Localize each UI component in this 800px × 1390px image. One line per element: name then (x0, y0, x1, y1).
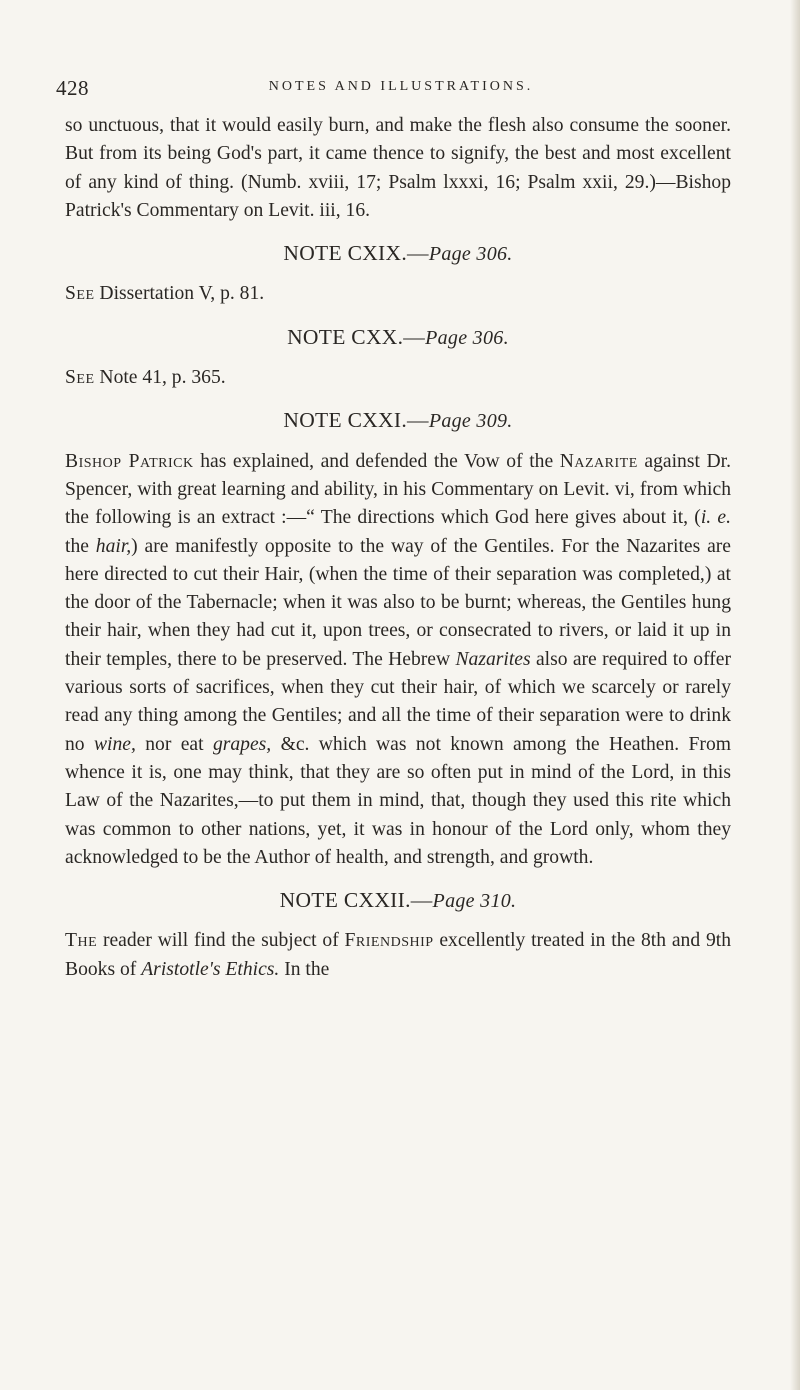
note-cxxi-text-4: ) are manifestly opposite to the way of the Gentiles. For the Nazarites are here directed to cut their Hair, (when the time of their separation was completed,) at the door of the Tabernacle; when it was also to be burnt; whereas, the Gentiles hung their hair, when they had cut it, upon trees, or consecrated to rivers, or laid it up in their temples, there to be preserved. The Hebrew (65, 535, 731, 670)
note-cxxi-text-3: the (65, 535, 96, 557)
note-cxxi-ie: i. e. (700, 507, 731, 529)
note-cxxi-nazarites: Nazarites (455, 648, 531, 670)
note-cxx-heading (65, 323, 731, 352)
note-cxxi-grapes: grapes, (212, 733, 272, 755)
note-cxxi-heading (65, 406, 731, 435)
running-title: NOTES AND ILLUSTRATIONS. (268, 79, 534, 94)
note-cxix-heading (65, 239, 731, 268)
note-cxix-text (65, 280, 731, 308)
note-cxix-label: NOTE CXIX.— (283, 241, 429, 266)
note-cxxii-lead: The (65, 930, 98, 952)
note-cxxii-text-2: excellently treated in the 8th and 9th Books of (65, 930, 731, 980)
note-cxxi-nazarite: Nazarite (559, 450, 638, 472)
note-cxix-body: Dissertation V, p. 81. (94, 283, 265, 305)
note-cxx-page-ref: Page 306. (425, 326, 509, 349)
running-head (56, 76, 746, 100)
page-body (65, 112, 731, 984)
note-cxxi-hair: hair, (95, 535, 132, 557)
note-cxx-label: NOTE CXX.— (287, 324, 426, 349)
note-cxxi-label: NOTE CXXI.— (283, 408, 429, 433)
continuation-paragraph: so unctuous, that it would easily burn, and make the flesh also consume the sooner. But from its being God's part, it came thence to signify, the best and most excellent of any kind of thing. (Numb. xviii, 17; Psalm lxxxi, 16; Psalm xxii, 29.)—Bishop Patrick's Commentary on Levit. iii, 16. (65, 115, 731, 221)
note-cxix-lead: See (65, 283, 95, 305)
note-cxxi-lead: Bishop Patrick (65, 450, 194, 472)
note-cxx-body: Note 41, p. 365. (94, 367, 226, 389)
note-cxxii-page-ref: Page 310. (432, 890, 517, 913)
note-cxxii-heading (65, 886, 731, 915)
note-cxxii-friendship: Friendship (344, 930, 434, 952)
note-cxxii-text-1: reader will find the subject of (97, 930, 345, 952)
note-cxxi-text-7: &c. which was not known among the Heathen. From whence it is, one may think, that they are so often put in mind of the Lord, in this Law of the Nazarites,—to put them in mind, that, though they used this rite which was common to other nations, yet, it was in honour of the Lord only, whom they acknowledged to be the Author of health, and strength, and growth. (65, 733, 731, 868)
page-number: 428 (56, 76, 89, 100)
note-cxix-page-ref: Page 306. (428, 243, 513, 266)
note-cxxii-ethics: Aristotle's Ethics. (141, 958, 280, 980)
note-cxxi-text-2: against Dr. Spencer, with great learning and ability, in his Commentary on Levit. vi, from which the following is an extract :—“ The directions which God here gives about it, ( (65, 450, 731, 529)
note-cxxi-text (65, 448, 731, 872)
note-cxxi-text-6: nor eat (135, 733, 213, 755)
note-cxxii-text-3: In the (279, 958, 330, 980)
note-cxx-text (65, 364, 731, 392)
note-cxxi-wine: wine, (93, 733, 136, 755)
note-cxxi-text-1: has explained, and defended the Vow of the (193, 450, 560, 472)
note-cxxi-page-ref: Page 309. (428, 410, 513, 433)
page-edge-shadow (790, 0, 800, 1390)
note-cxxii-label: NOTE CXXII.— (279, 888, 433, 913)
note-cxxi-text-5: also are required to offer various sorts of sacrifices, when they cut their hair, of which we scarcely or rarely read any thing among the Gentiles; and all the time of their separation were to drink no (65, 648, 731, 755)
note-cxx-lead: See (65, 367, 95, 389)
note-cxxii-text (65, 927, 731, 984)
